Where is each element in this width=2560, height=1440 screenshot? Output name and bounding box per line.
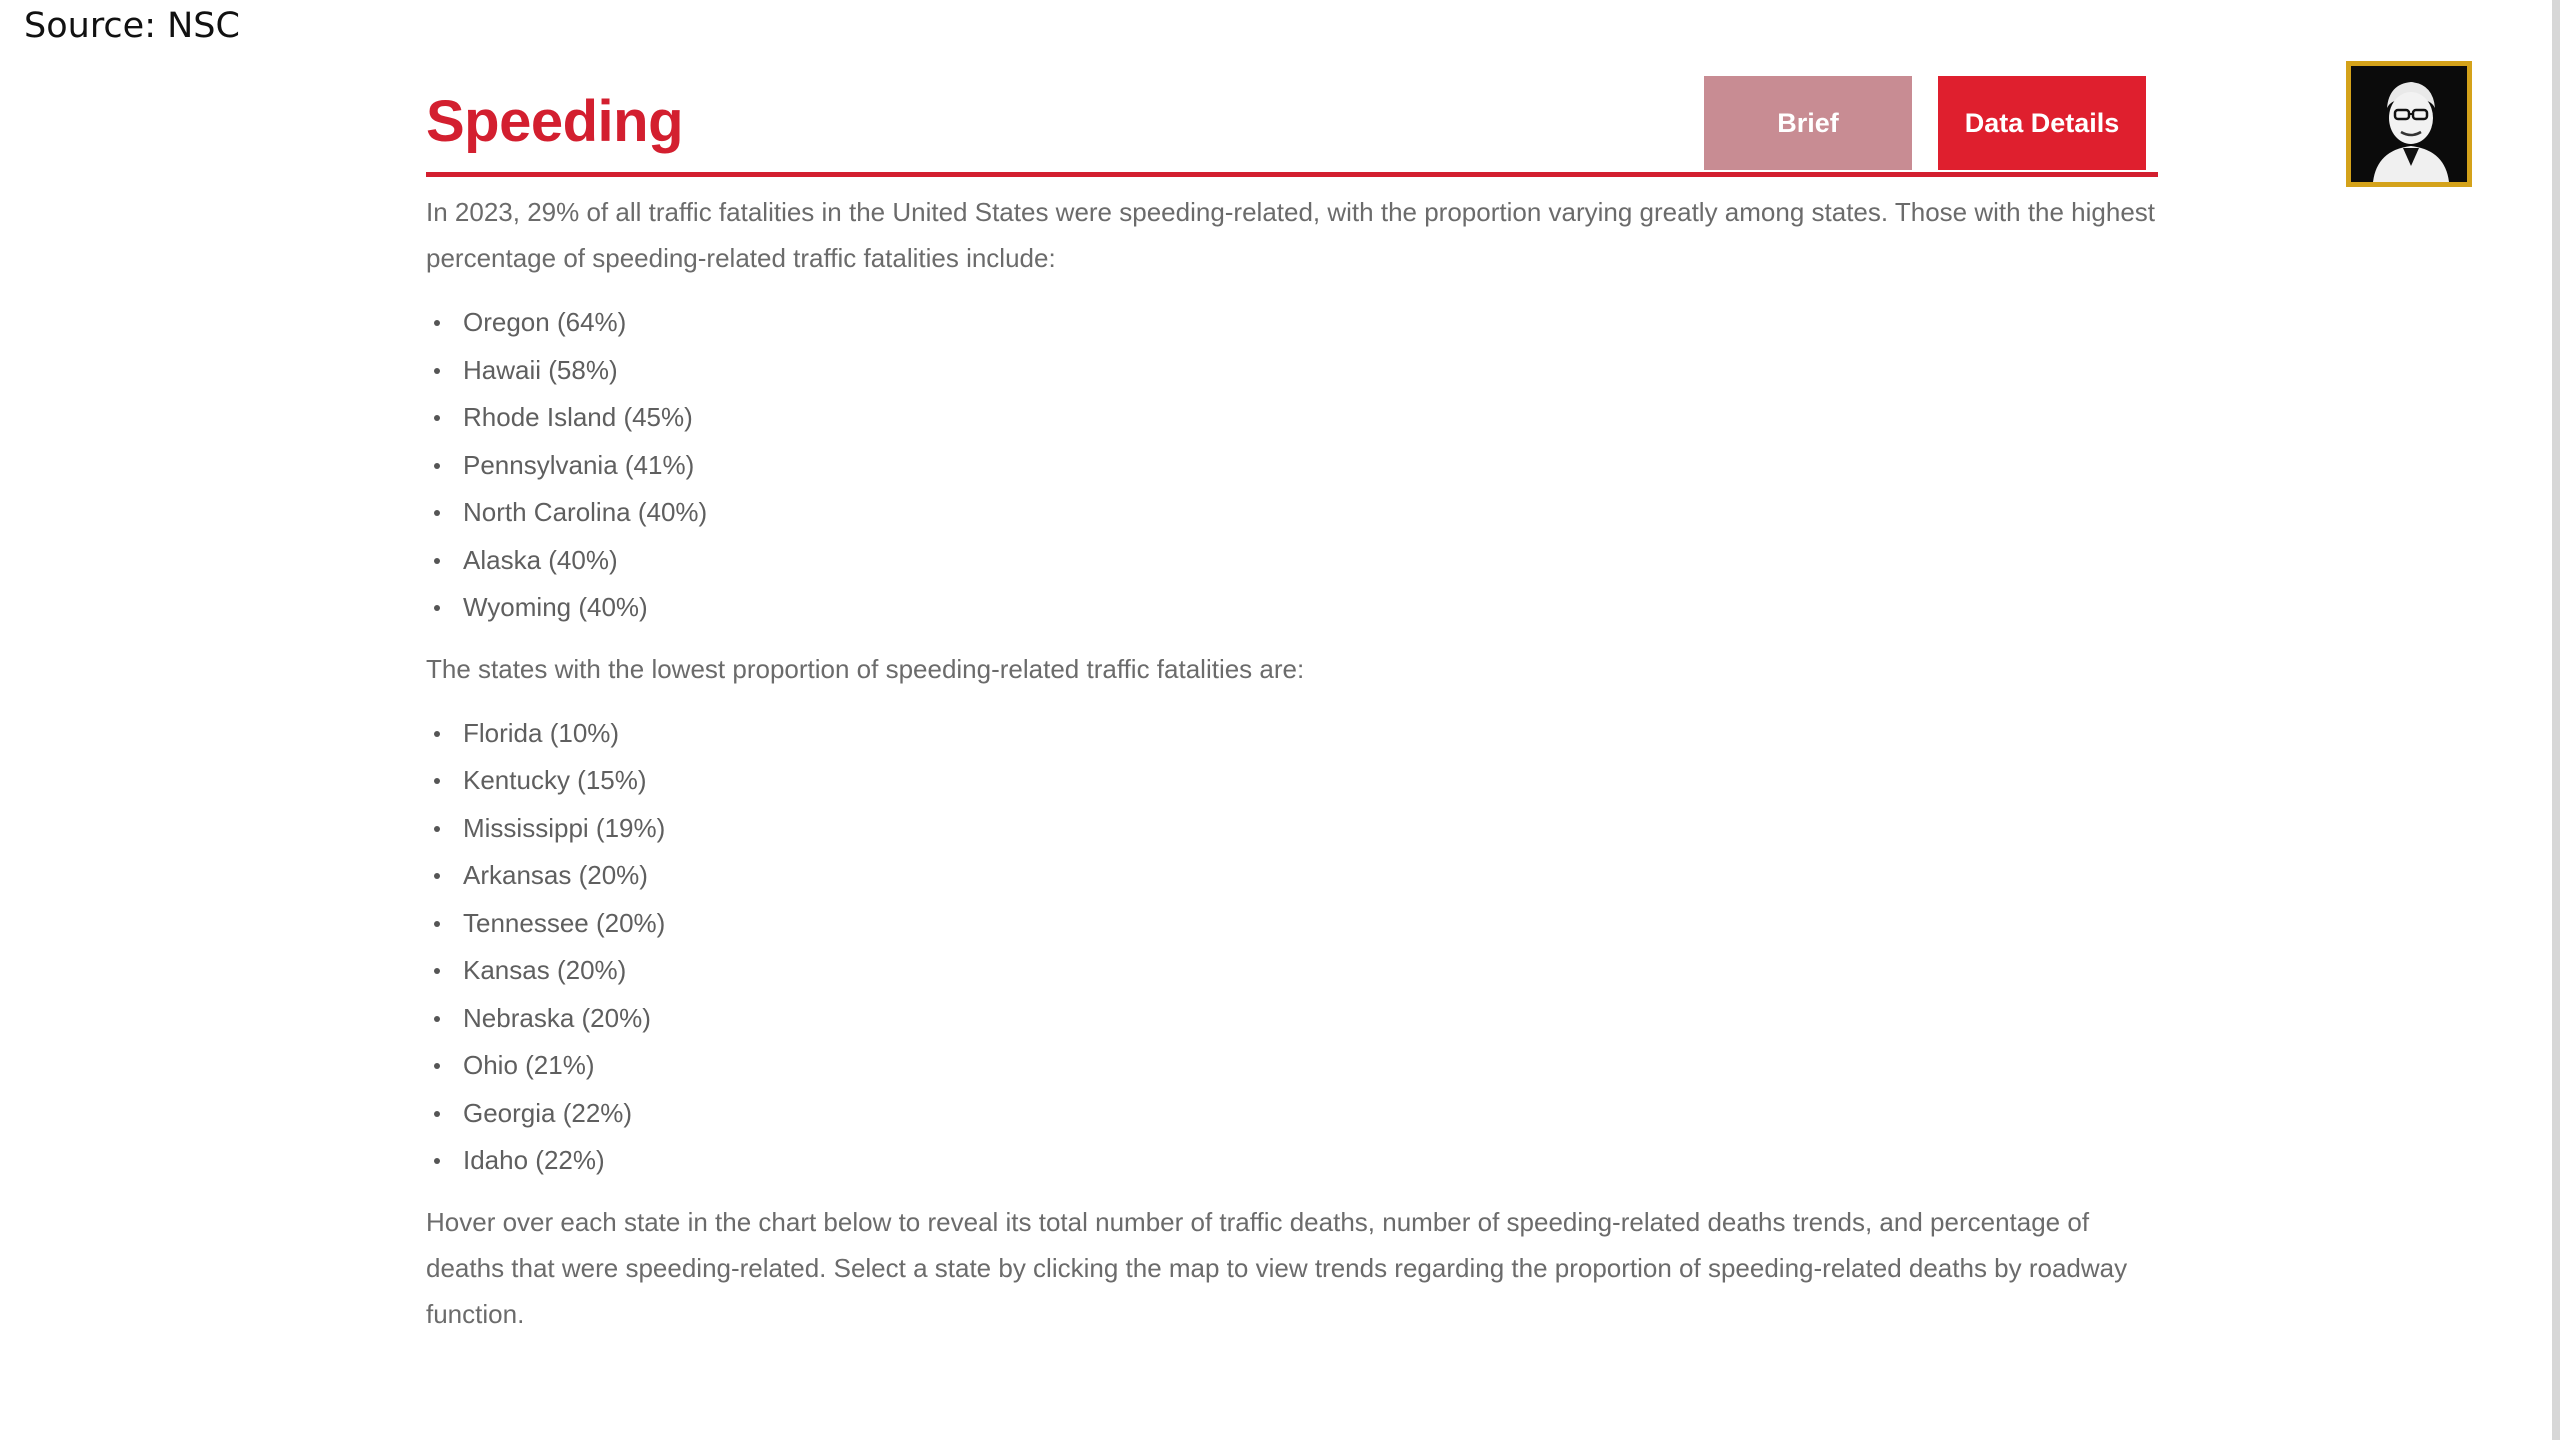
main-content — [426, 70, 2158, 1337]
tab-brief[interactable]: Brief — [1704, 76, 1912, 170]
section-header — [426, 70, 2158, 177]
list-item: Hawaii (58%) — [426, 347, 2158, 395]
highest-states-list — [426, 299, 2158, 632]
window-edge — [2552, 0, 2560, 1440]
list-item: Kansas (20%) — [426, 947, 2158, 995]
intro-paragraph: In 2023, 29% of all traffic fatalities in the United States were speeding-related, with the proportion varying greatly among states. Those with the highest percentage of speeding-related traffic fatalities include: — [426, 197, 2156, 273]
list-item: Rhode Island (45%) — [426, 394, 2158, 442]
list-item: Wyoming (40%) — [426, 584, 2158, 632]
list-item: Oregon (64%) — [426, 299, 2158, 347]
list-item: Mississippi (19%) — [426, 805, 2158, 853]
list-item: North Carolina (40%) — [426, 489, 2158, 537]
list-item: Florida (10%) — [426, 710, 2158, 758]
lowest-states-list — [426, 710, 2158, 1185]
hover-instructions-paragraph: Hover over each state in the chart below to reveal its total number of traffic deaths, number of speeding-related deaths trends, and percentage of deaths that were speeding-related. Select a state by clicking the map to view trends regarding the proportion of speeding-related deaths by roadway function. — [426, 1206, 2128, 1329]
presenter-avatar — [2346, 61, 2472, 187]
list-item: Idaho (22%) — [426, 1137, 2158, 1185]
presenter-portrait-icon — [2351, 66, 2467, 182]
list-item: Georgia (22%) — [426, 1090, 2158, 1138]
list-item: Arkansas (20%) — [426, 852, 2158, 900]
lowest-intro-paragraph: The states with the lowest proportion of speeding-related traffic fatalities are: — [426, 653, 1305, 684]
list-item: Nebraska (20%) — [426, 995, 2158, 1043]
list-item: Pennsylvania (41%) — [426, 442, 2158, 490]
list-item: Kentucky (15%) — [426, 757, 2158, 805]
page-title: Speeding — [426, 89, 684, 154]
list-item: Tennessee (20%) — [426, 900, 2158, 948]
list-item: Ohio (21%) — [426, 1042, 2158, 1090]
source-label: Source: NSC — [24, 6, 240, 46]
list-item: Alaska (40%) — [426, 537, 2158, 585]
tab-data-details[interactable]: Data Details — [1938, 76, 2146, 170]
